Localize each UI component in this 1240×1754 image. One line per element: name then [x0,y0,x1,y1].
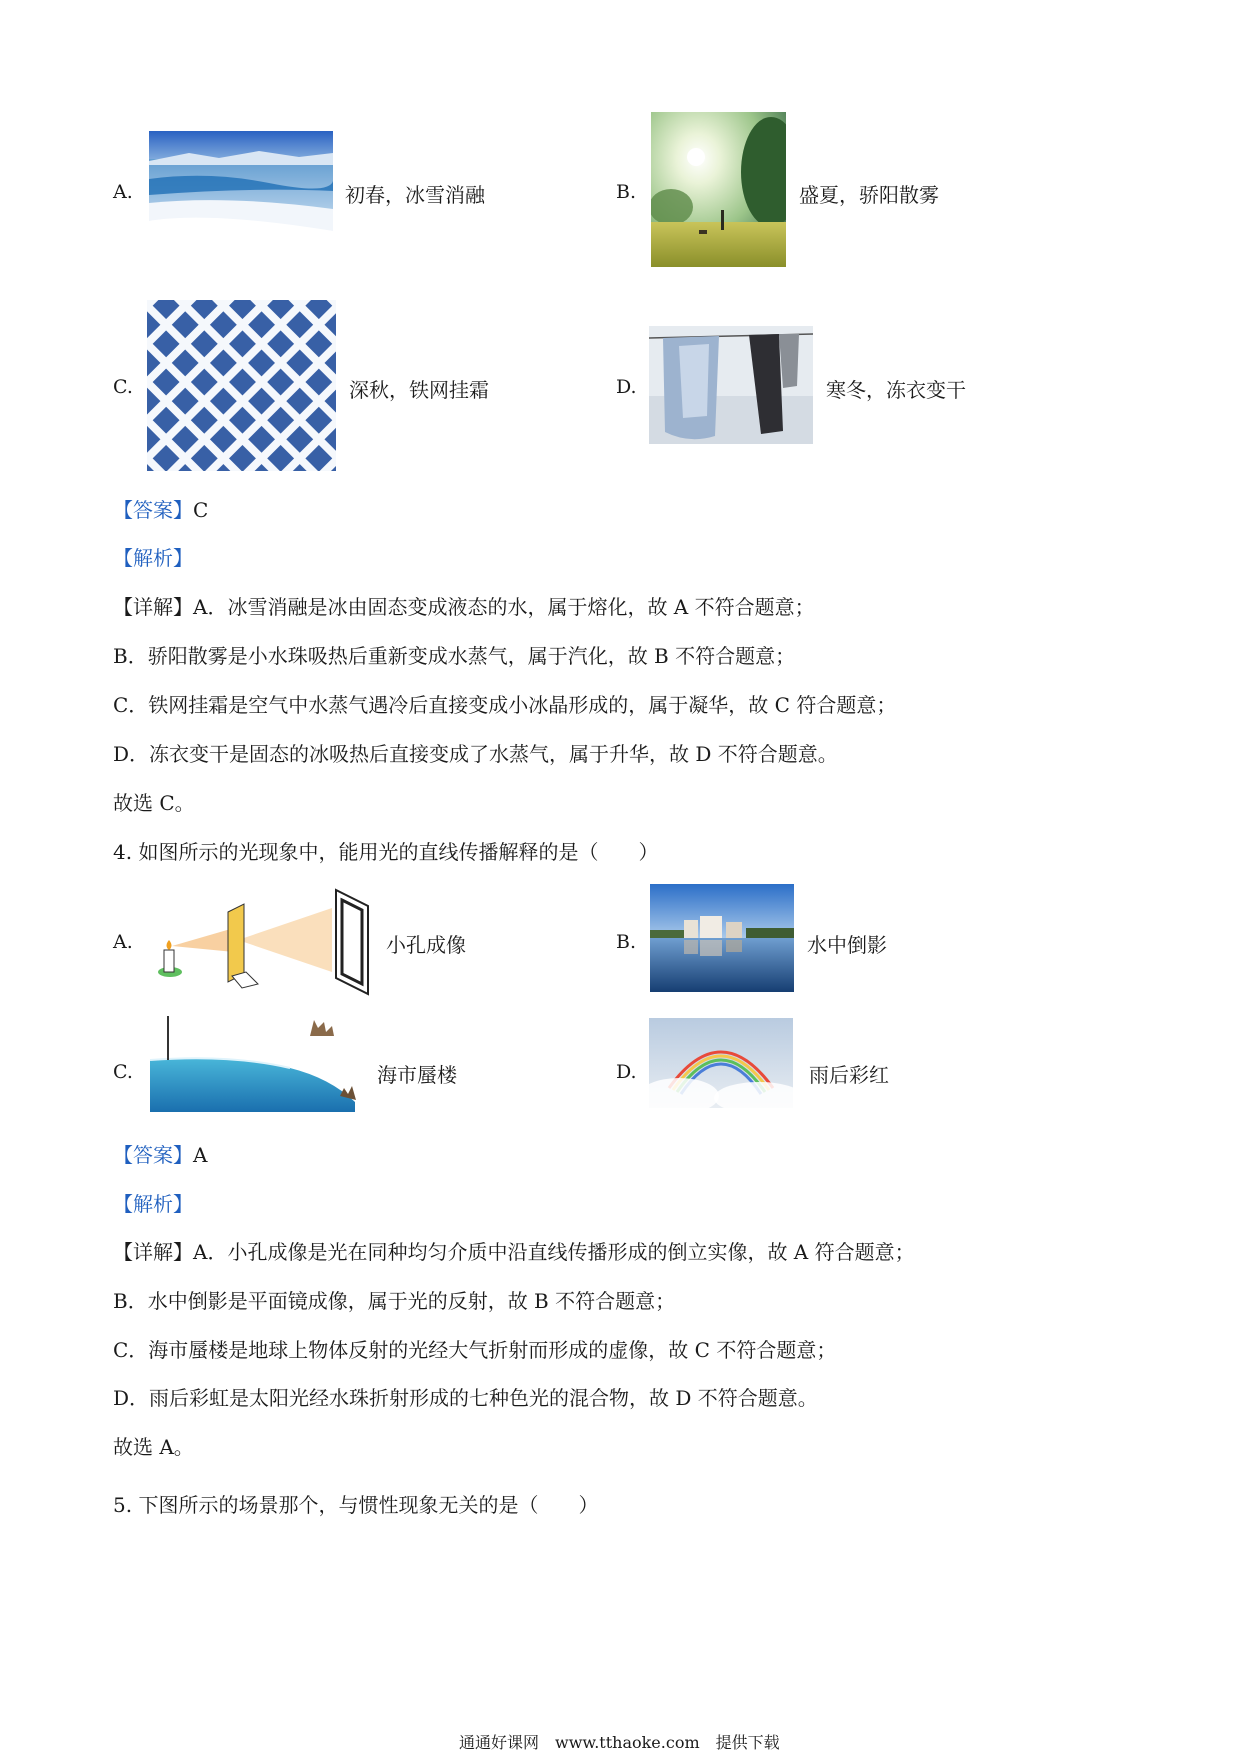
q4-option-c-letter: C. [113,1061,133,1083]
rainbow-photo [649,1018,793,1108]
q4-option-c-text: 海市蜃楼 [377,1063,457,1087]
frosted-wire-mesh-photo [147,300,336,471]
q3-detail-line-b: B．骄阳散雾是小水珠吸热后重新变成水蒸气，属于汽化，故 B 不符合题意； [113,644,796,668]
q3-option-d-letter: D. [616,376,637,398]
q3-option-a-letter: A. [113,181,133,203]
mirage-diagram [150,1016,360,1112]
q3-option-b-letter: B. [616,181,637,203]
q4-detail-line-b: B．水中倒影是平面镜成像，属于光的反射，故 B 不符合题意； [113,1289,676,1313]
q4-detail-line-a [113,1236,915,1265]
detail-label: 【详解】 [113,595,193,619]
q4-detail-line-c: C．海市蜃楼是地球上物体反射的光经大气折射而形成的虚像，故 C 不符合题意； [113,1338,837,1362]
q4-option-d-text: 雨后彩红 [809,1063,889,1087]
answer-value: C [193,498,209,522]
q4-detail-line-d: D．雨后彩虹是太阳光经水珠折射形成的七种色光的混合物，故 D 不符合题意。 [113,1386,818,1410]
answer-value: A [193,1143,208,1167]
q3-option-c-text: 深秋，铁网挂霜 [349,378,489,402]
answer-label: 【答案】 [113,1143,193,1167]
q4-option-a-text: 小孔成像 [386,933,466,957]
detail-text: A．小孔成像是光在同种均匀介质中沿直线传播形成的倒立实像，故 A 符合题意； [193,1240,915,1264]
q3-detail-line-c: C．铁网挂霜是空气中水蒸气遇冷后直接变成小冰晶形成的，属于凝华，故 C 符合题意； [113,693,897,717]
q4-conclusion: 故选 A。 [113,1435,194,1459]
q3-option-b-text: 盛夏，骄阳散雾 [799,183,939,207]
q4-option-d-letter: D. [616,1061,637,1083]
q3-detail-line-d: D．冻衣变干是固态的冰吸热后直接变成了水蒸气，属于升华，故 D 不符合题意。 [113,742,838,766]
frozen-clothes-photo [649,326,813,444]
q3-analysis-label: 【解析】 [113,546,193,570]
sun-fog-photo [651,112,786,267]
q3-conclusion: 故选 C。 [113,791,195,815]
pinhole-camera-diagram [150,888,370,998]
answer-label: 【答案】 [113,498,193,522]
detail-label: 【详解】 [113,1240,193,1264]
page-footer: 通通好课网 www.tthaoke.com 提供下载 [459,1733,780,1752]
detail-text: A．冰雪消融是冰由固态变成液态的水，属于熔化，故 A 不符合题意； [193,595,815,619]
q3-detail-line-a [113,591,815,620]
q4-option-a-letter: A. [113,931,133,953]
q3-option-c-letter: C. [113,376,133,398]
water-reflection-photo [650,884,794,992]
q3-option-a-text: 初春，冰雪消融 [345,183,485,207]
q4-question: 4. 如图所示的光现象中，能用光的直线传播解释的是（ ） [113,840,659,864]
q5-question: 5. 下图所示的场景那个，与惯性现象无关的是（ ） [113,1493,599,1517]
ice-snow-melting-photo [149,131,333,252]
q3-option-d-text: 寒冬，冻衣变干 [826,378,966,402]
q4-answer [113,1139,207,1168]
q3-answer [113,494,208,523]
q4-analysis-label: 【解析】 [113,1192,193,1216]
q4-option-b-text: 水中倒影 [807,933,887,957]
q4-option-b-letter: B. [616,931,637,953]
